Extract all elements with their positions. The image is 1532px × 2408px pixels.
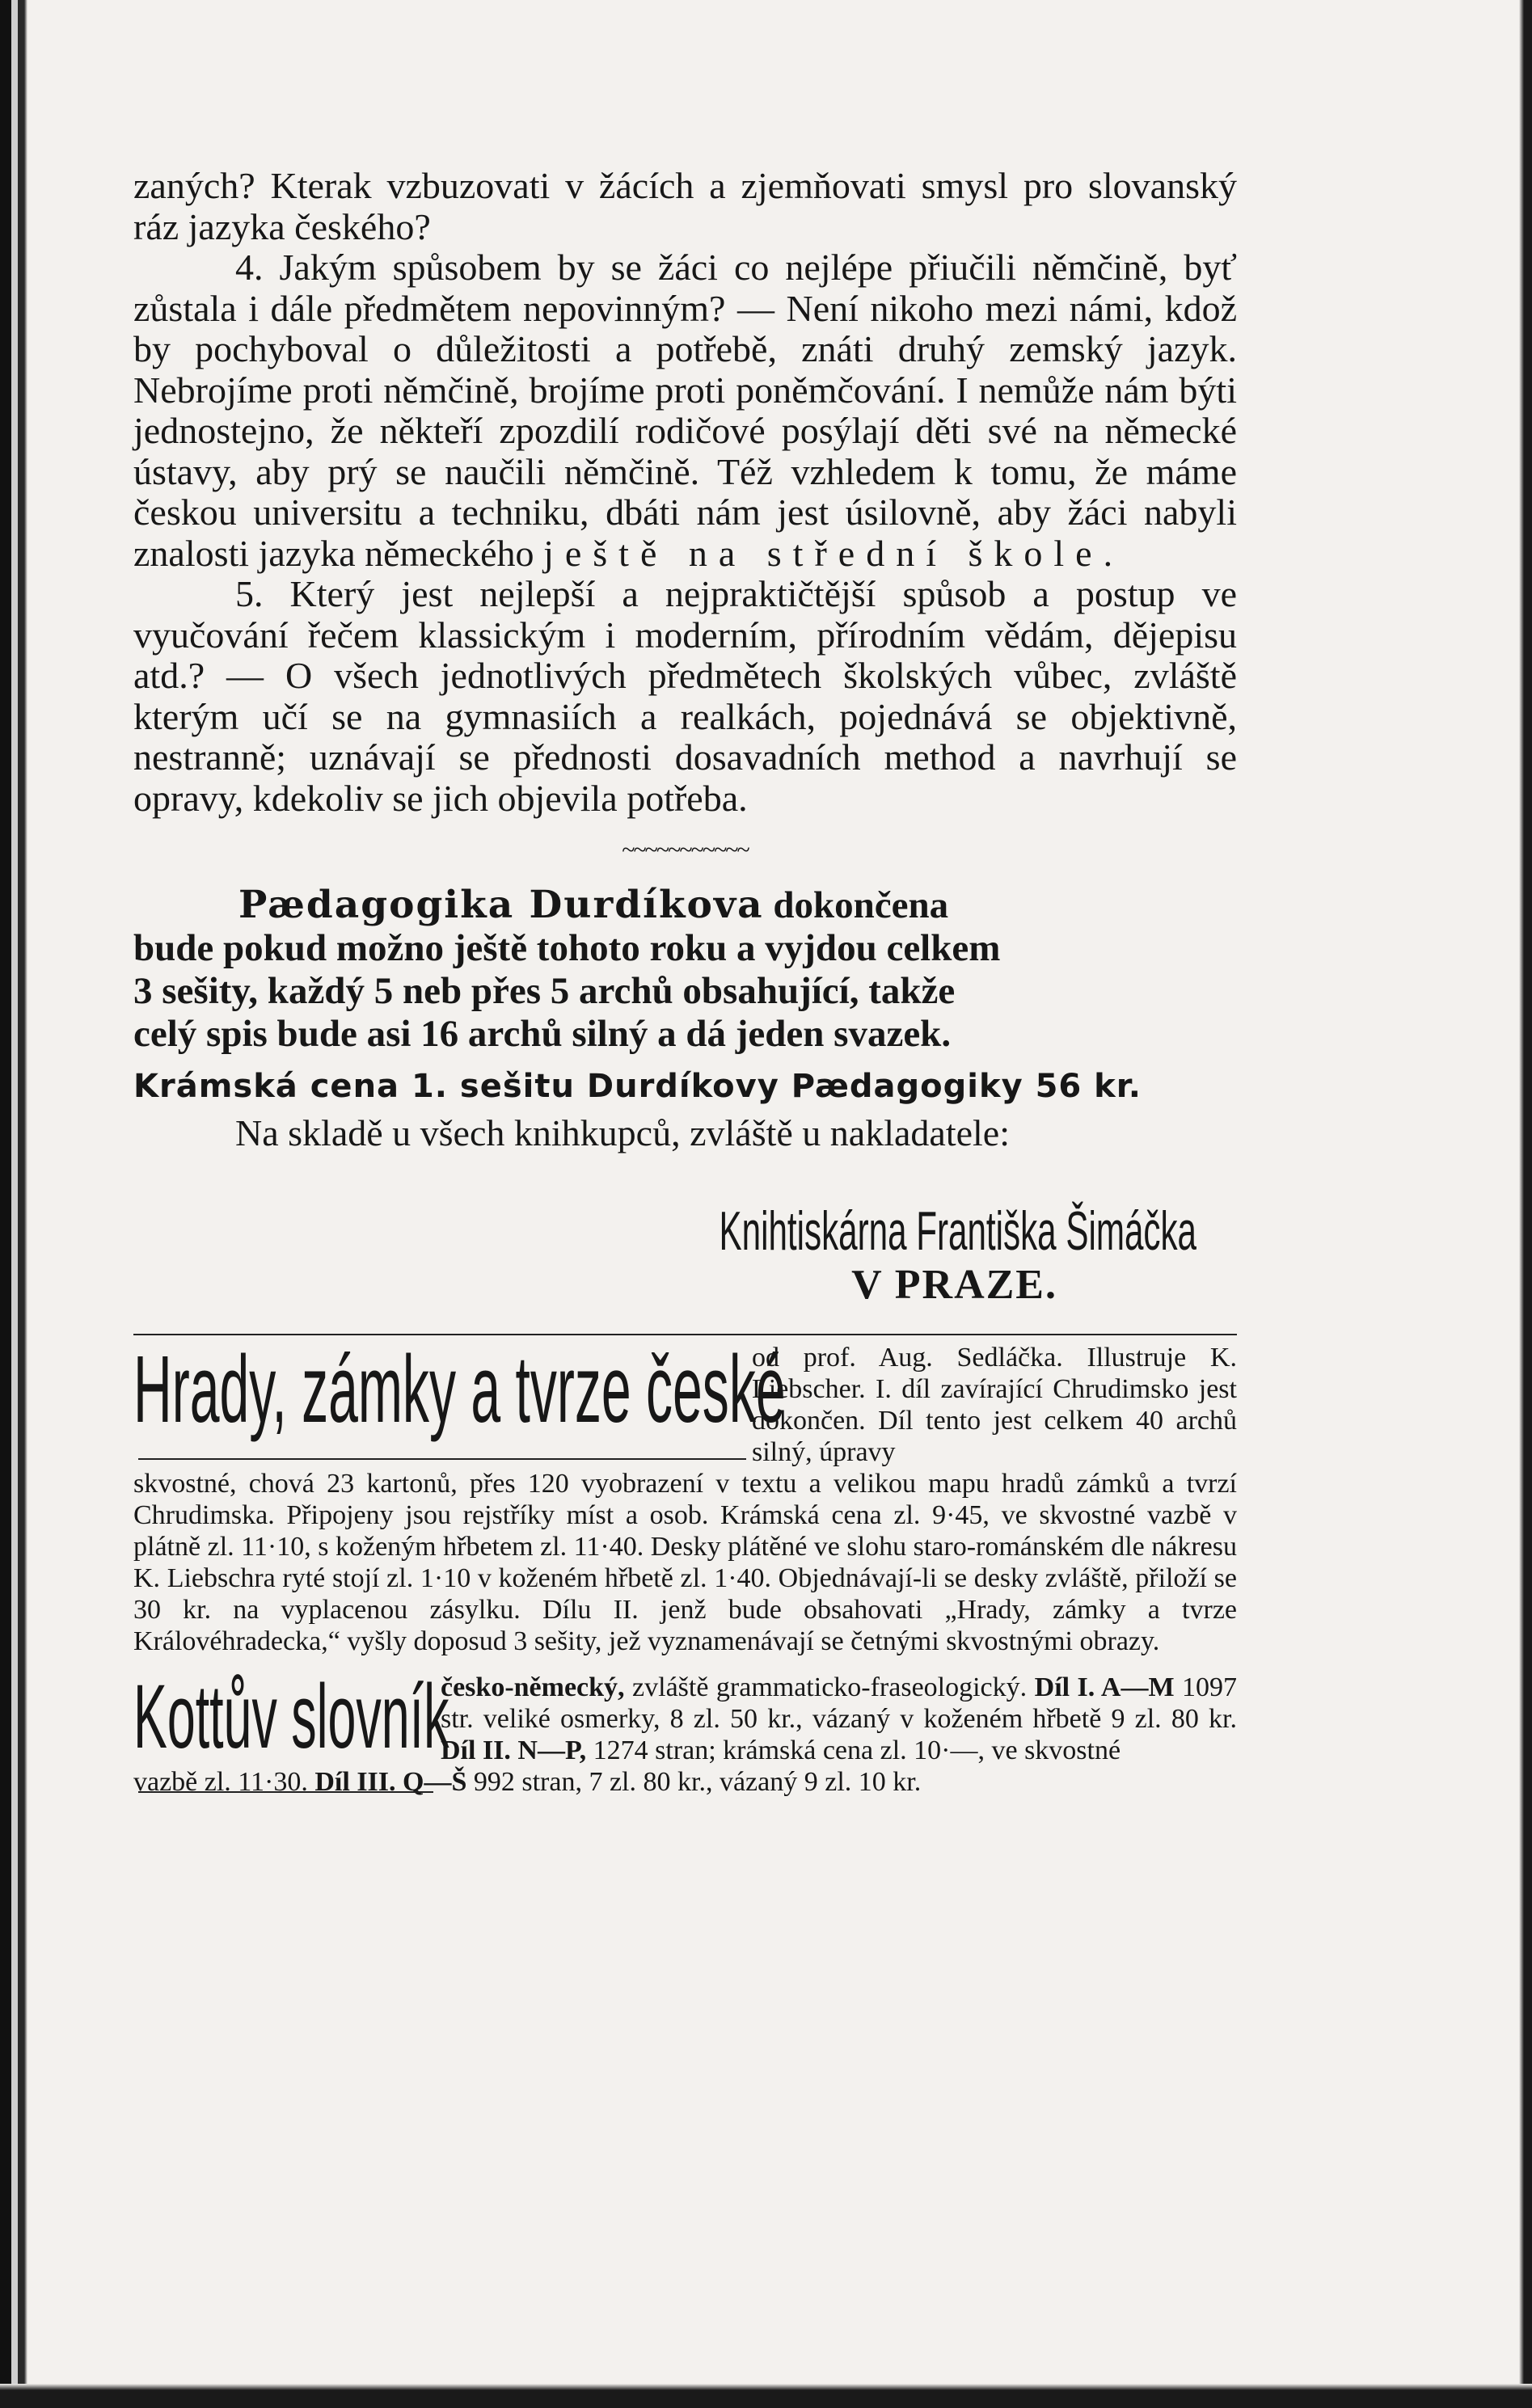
advert-hrady-title-rule [138,1458,746,1460]
page-content [133,166,1237,1798]
ornamental-divider: ~~~~~~~~~~~ [622,837,749,863]
advert-hrady-text: skvostné, chová 23 kartonů, přes 120 vyobrazení v textu a velikou mapu hradů zámků a tvrzí Chrudimska. Připojeny jsou rejstříky míst a osob. Krámská cena zl. 9·45, ve skvostné vazbě v plátně zl. 11·10, s koženým hřbetem zl. 11·40. Desky plátěné ve slohu staro-románském dle nákresu K. Liebschra ryté stojí zl. 1·10 v koženém hřbetě zl. 1·40. Objednávají-li se desky zvláště, přiloží se 30 kr. na vyplacenou zásylku. Dílu II. jenž bude obsahovati „Hrady, zámky a tvrze Královéhradecka,“ vyšly doposud 3 sešity, jež vyznamenávají se četnými skvostnými obrazy. [133,1469,1237,1656]
advert-kott-text-2: 1097 str. veliké osmerky, 8 zl. 50 kr., vázaný v koženém hřbetě 9 zl. 80 kr. [441,1672,1238,1734]
section-rule [133,1334,1237,1335]
body-text [133,166,1237,819]
advert-kott-text-3: 1274 stran; krámská cena zl. 10·—, ve skvostné [586,1735,1121,1765]
advert-paedagogika-line1-rest: dokončena [773,884,949,926]
advert-paedagogika-price: Krámská cena 1. sešitu Durdíkovy Pædagogiky 56 kr. [133,1068,1142,1105]
advert-hrady [133,1336,1237,1657]
advert-kott-vol1: Díl I. A—M [1034,1672,1175,1702]
advert-hrady-side-text: od prof. Aug. Sedláčka. Illustruje K. Liebscher. I. díl zavírající Chrudimsko jest dokončen. Díl tento jest celkem 40 archů silný, úpravy [752,1343,1237,1467]
paragraph-4-text: 4. Jakým spůsobem by se žáci co nejlépe přiučili němčině, byť zůstala i dále předmětem nepovinným? — Není nikoho mezi námi, kdož by pochyboval o důležitosti a potřebě, znáti druhý zemský jazyk. Nebrojíme proti němčině, brojíme proti poněmčování. I nemůže nám býti jednostejno, že někteří zpozdilí rodičové posýlají děti své na německé ústavy, aby prý se naučili němčině. Též vzhledem k tomu, že máme českou universitu a techniku, dbáti nám jest úsilovně, aby žáci nabyli znalosti jazyka německého [133,247,1237,574]
advert-hrady-title: Hrady, zámky a tvrze české [133,1336,786,1443]
advert-paedagogika-title: Pædagogika Durdíkova [238,883,764,927]
advert-kott-text [133,1766,1237,1798]
advert-paedagogika-line3: 3 sešity, každý 5 neb přes 5 archů obsahující, takže [133,970,956,1012]
advert-paedagogika-line4: celý spis bude asi 16 archů silný a dá jeden svazek. [133,1013,952,1055]
advert-paedagogika [133,883,1237,1309]
paragraph-4-emphasis: ještě na střední škole. [543,532,1125,574]
advert-kott-text-5: 992 stran, 7 zl. 80 kr., vázaný 9 zl. 10 kr. [466,1767,922,1797]
scan-edge-left [0,0,27,2408]
paragraph-continuation: zaných? Kterak vzbuzovati v žácích a zjemňovati smysl pro slovanský ráz jazyka českého? [133,165,1237,247]
advert-paedagogika-line1 [133,883,1237,927]
advert-paedagogika-stock: Na skladě u všech knihkupců, zvláště u nakladatele: [235,1112,1011,1153]
advert-kott-bold: česko-německý, [441,1672,625,1702]
advert-kott-side-text [441,1672,1237,1766]
scan-edge-right [1519,0,1532,2408]
advert-kott-vol2: Díl II. N—P, [441,1735,587,1765]
publisher-name: Knihtiskárna Františka Šimáčka [719,1200,1196,1262]
advert-kott-title: Kottův slovník [133,1666,449,1767]
advert-kott-vol3: Díl III. Q—Š [314,1767,467,1797]
scan-edge-bottom [0,2384,1532,2408]
advert-kott-title-rule [138,1791,433,1793]
advert-kott-text-1: zvláště grammaticko-fraseologický. [624,1672,1028,1702]
advert-paedagogika-line2: bude pokud možno ještě tohoto roku a vyjdou celkem [133,927,1001,969]
advert-kott [133,1666,1238,1798]
advert-kott-text-4: vazbě zl. 11·30. [133,1767,308,1797]
publisher-city: V PRAZE. [851,1262,1057,1308]
paragraph-5: 5. Který jest nejlepší a nejpraktičtější spůsob a postup ve vyučování řečem klassickým i moderním, přírodním vědám, dějepisu atd.? — O všech jednotlivých předmětech školských vůbec, zvláště kterým učí se na gymnasiích a realkách, pojednává se objektivně, nestranně; uznávají se přednosti dosavadních method a navrhují se opravy, kdekoliv se jich objevila potřeba. [133,573,1237,819]
paragraph-4 [133,247,1237,574]
